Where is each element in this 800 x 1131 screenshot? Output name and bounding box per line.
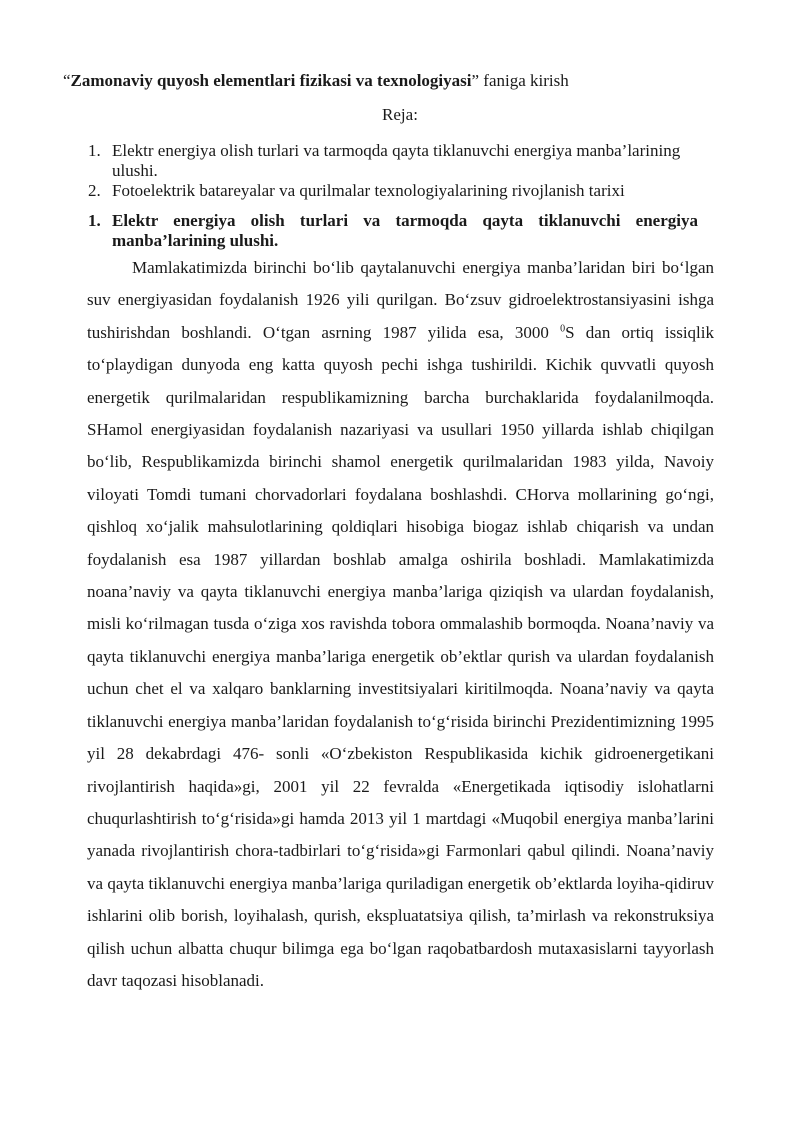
plan-label: Reja:: [382, 105, 418, 124]
title-bold-text: Zamonaviy quyosh elementlari fizikasi va texnologiyasi: [70, 71, 472, 90]
plan-item-number: 2.: [88, 181, 101, 200]
plan-list: [88, 141, 698, 201]
plan-item-text: Elektr energiya olish turlari va tarmoqda qayta tiklanuvchi energiya manba’larining ulushi.: [112, 141, 681, 180]
plan-item: [88, 141, 698, 181]
plan-item: [88, 181, 698, 201]
plan-item-text: Fotoelektrik batareyalar va qurilmalar texnologiyalarining rivojlanish tarixi: [112, 181, 625, 200]
document-title: [63, 71, 569, 91]
paragraph-part-1: Mamlakatimizda birinchi bo‘lib qaytalanuvchi energiya manba’laridan biri bo‘lgan suv energiyasidan foydalanish 1926 yili qurilgan. Bo‘zsuv gidroelektrostansiyasini ishga tushirishdan boshlandi. O‘tgan asrning 1987 yilida esa, 3000: [87, 258, 714, 342]
title-rest-text: ” faniga kirish: [471, 71, 569, 90]
degree-superscript: 0: [560, 323, 566, 335]
paragraph-part-2: S dan ortiq issiqlik to‘playdigan dunyoda eng katta quyosh pechi ishga tushirildi. Kichik quvvatli quyosh energetik qurilmalaridan respublikamizning barcha burchaklarida foydalanilmoqda. SHamol energiyasidan foydalanish nazariyasi va usullari 1950 yillarda ishlab chiqilgan bo‘lib, Respublikamizda birinchi shamol energetik qurilmalaridan 1983 yilda, Navoiy viloyati Tomdi tumani chorvadorlari foydalana boshlashdi. CHorva mollarining go‘ngi, qishloq xo‘jalik mahsulotlarining qoldiqlari hisobiga biogaz ishlab chiqarish va undan foydalanish esa 1987 yillardan boshlab amalga oshirila boshladi. Mamlakatimizda noana’naviy va qayta tiklanuvchi energiya manba’lariga qiziqish va ulardan foydalanish, misli ko‘rilmagan tusda o‘ziga xos ravishda tobora ommalashib bormoqda. Noana’naviy va qayta tiklanuvchi energiya manba’lariga energetik ob’ektlar qurish va ulardan foydalanish uchun chet el va xalqaro banklarning investitsiyalari kiritilmoqda. Noana’naviy va qayta tiklanuvchi energiya manba’laridan foydalanish to‘g‘risida birinchi Prezidentimizning 1995 yil 28 dekabrdagi 476- sonli «O‘zbekiston Respublikasida kichik gidroenergetikani rivojlantirish haqida»gi, 2001 yil 22 fevralda «Energetikada iqtisodiy islohatlarni chuqurlashtirish to‘g‘risida»gi hamda 2013 yil 1 martdagi «Muqobil energiya manba’larini yanada rivojlantirish chora-tadbirlari to‘g‘risida»gi Farmonlari qabul qilindi. Noana’naviy va qayta tiklanuvchi energiya manba’lariga quriladigan energetik ob’ektlarda loyiha-qidiruv ishlarini olib borish, loyihalash, qurish, ekspluatatsiya qilish, ta’mirlash va rekonstruksiya qilish uchun albatta chuqur bilimga ega bo‘lgan raqobatbardosh mutaxasislarni tayyorlash davr taqozasi hisoblanadi.: [87, 322, 715, 990]
section-heading-text: Elektr energiya olish turlari va tarmoqda qayta tiklanuvchi energiya manba’larining ulushi.: [112, 211, 698, 250]
section-heading: [88, 211, 698, 251]
plan-item-number: 1.: [88, 141, 101, 160]
title-open-quote: “: [63, 71, 71, 90]
body-paragraph: [87, 252, 714, 997]
section-heading-number: 1.: [88, 211, 101, 230]
